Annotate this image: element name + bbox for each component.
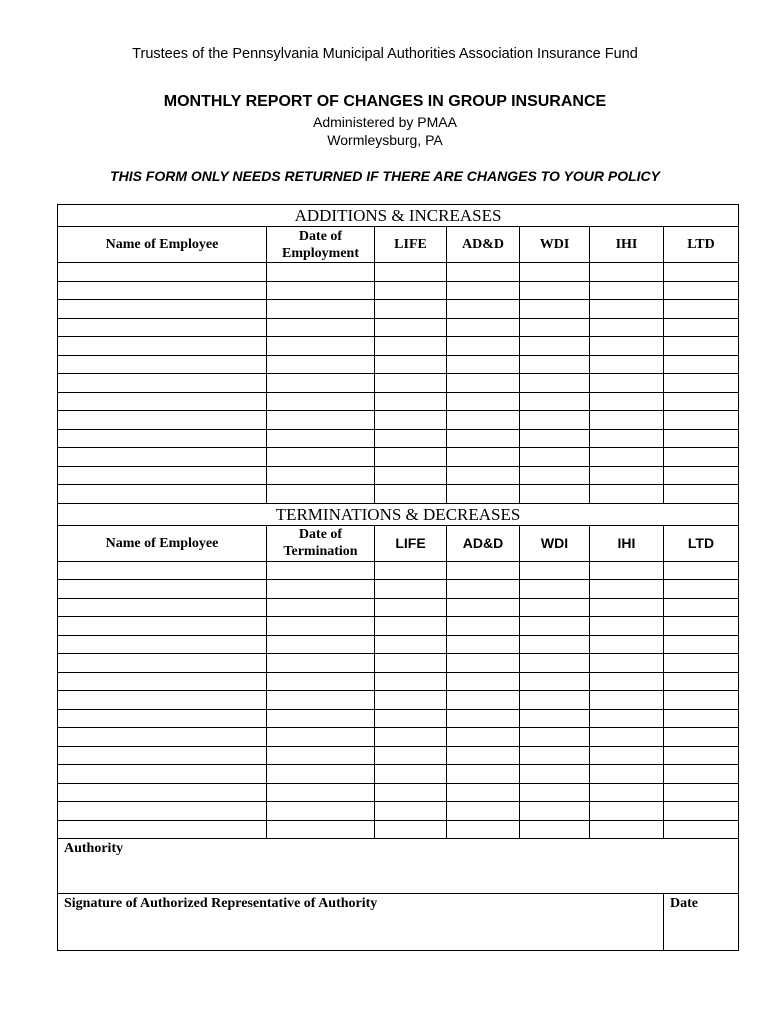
additions-ltd-cell[interactable] xyxy=(664,300,739,319)
additions-add-cell[interactable] xyxy=(447,466,520,485)
terminations-add-cell[interactable] xyxy=(447,598,520,617)
additions-wdi-cell[interactable] xyxy=(520,466,590,485)
terminations-add-cell[interactable] xyxy=(447,691,520,710)
terminations-life-cell[interactable] xyxy=(375,709,447,728)
additions-name-cell[interactable] xyxy=(58,392,267,411)
terminations-name-cell[interactable] xyxy=(58,691,267,710)
additions-ltd-cell[interactable] xyxy=(664,485,739,504)
terminations-ltd-cell[interactable] xyxy=(664,598,739,617)
terminations-life-cell[interactable] xyxy=(375,635,447,654)
terminations-name-cell[interactable] xyxy=(58,709,267,728)
terminations-ihi-cell[interactable] xyxy=(590,580,664,599)
terminations-add-cell[interactable] xyxy=(447,783,520,802)
date-label: Date xyxy=(670,896,698,911)
additions-ltd-cell[interactable] xyxy=(664,337,739,356)
additions-name-cell[interactable] xyxy=(58,337,267,356)
terminations-ltd-cell[interactable] xyxy=(664,709,739,728)
terminations-col-ltd: LTD xyxy=(664,525,739,561)
additions-date-cell[interactable] xyxy=(267,300,375,319)
terminations-date-cell[interactable] xyxy=(267,820,375,839)
additions-life-cell[interactable] xyxy=(375,337,447,356)
terminations-date-cell[interactable] xyxy=(267,635,375,654)
terminations-wdi-cell[interactable] xyxy=(520,691,590,710)
terminations-wdi-cell[interactable] xyxy=(520,561,590,580)
additions-life-cell[interactable] xyxy=(375,485,447,504)
additions-name-cell[interactable] xyxy=(58,318,267,337)
terminations-name-cell[interactable] xyxy=(58,580,267,599)
additions-ltd-cell[interactable] xyxy=(664,448,739,467)
terminations-entry-row xyxy=(58,802,739,821)
terminations-entry-row xyxy=(58,765,739,784)
terminations-ihi-cell[interactable] xyxy=(590,672,664,691)
terminations-ihi-cell[interactable] xyxy=(590,746,664,765)
additions-entry-row xyxy=(58,466,739,485)
terminations-entry-row xyxy=(58,709,739,728)
terminations-date-cell[interactable] xyxy=(267,672,375,691)
terminations-entry-row xyxy=(58,654,739,673)
additions-header-row xyxy=(58,227,739,263)
terminations-add-cell[interactable] xyxy=(447,709,520,728)
additions-entry-row xyxy=(58,263,739,282)
terminations-ltd-cell[interactable] xyxy=(664,617,739,636)
additions-ltd-cell[interactable] xyxy=(664,411,739,430)
additions-life-cell[interactable] xyxy=(375,466,447,485)
terminations-ltd-cell[interactable] xyxy=(664,820,739,839)
terminations-life-cell[interactable] xyxy=(375,691,447,710)
additions-col-ltd: LTD xyxy=(664,227,739,263)
additions-ihi-cell[interactable] xyxy=(590,300,664,319)
terminations-name-cell[interactable] xyxy=(58,728,267,747)
terminations-ihi-cell[interactable] xyxy=(590,709,664,728)
terminations-col-wdi: WDI xyxy=(520,525,590,561)
additions-life-cell[interactable] xyxy=(375,355,447,374)
terminations-wdi-cell[interactable] xyxy=(520,728,590,747)
terminations-life-cell[interactable] xyxy=(375,746,447,765)
additions-ltd-cell[interactable] xyxy=(664,318,739,337)
terminations-wdi-cell[interactable] xyxy=(520,802,590,821)
additions-wdi-cell[interactable] xyxy=(520,429,590,448)
additions-ihi-cell[interactable] xyxy=(590,355,664,374)
additions-section-title: ADDITIONS & INCREASES xyxy=(58,205,739,227)
additions-name-cell[interactable] xyxy=(58,300,267,319)
terminations-add-cell[interactable] xyxy=(447,746,520,765)
additions-entry-row xyxy=(58,318,739,337)
terminations-wdi-cell[interactable] xyxy=(520,709,590,728)
signature-row xyxy=(58,894,739,951)
terminations-col-date-line2: Termination xyxy=(283,544,358,559)
signature-field[interactable] xyxy=(58,894,664,951)
signature-label: Signature of Authorized Representative of Authority xyxy=(64,896,378,911)
terminations-ihi-cell[interactable] xyxy=(590,820,664,839)
additions-ihi-cell[interactable] xyxy=(590,337,664,356)
terminations-date-cell[interactable] xyxy=(267,709,375,728)
additions-wdi-cell[interactable] xyxy=(520,374,590,393)
terminations-life-cell[interactable] xyxy=(375,598,447,617)
additions-name-cell[interactable] xyxy=(58,429,267,448)
terminations-life-cell[interactable] xyxy=(375,820,447,839)
terminations-entry-row xyxy=(58,820,739,839)
terminations-entry-row xyxy=(58,598,739,617)
terminations-ltd-cell[interactable] xyxy=(664,746,739,765)
additions-add-cell[interactable] xyxy=(447,374,520,393)
terminations-ihi-cell[interactable] xyxy=(590,728,664,747)
terminations-name-cell[interactable] xyxy=(58,654,267,673)
additions-name-cell[interactable] xyxy=(58,466,267,485)
terminations-col-add: AD&D xyxy=(447,525,520,561)
additions-ltd-cell[interactable] xyxy=(664,355,739,374)
additions-wdi-cell[interactable] xyxy=(520,337,590,356)
terminations-life-cell[interactable] xyxy=(375,728,447,747)
terminations-date-cell[interactable] xyxy=(267,561,375,580)
terminations-col-ihi: IHI xyxy=(590,525,664,561)
additions-ltd-cell[interactable] xyxy=(664,374,739,393)
additions-section-row xyxy=(58,205,739,227)
form-title: MONTHLY REPORT OF CHANGES IN GROUP INSURANCE xyxy=(163,93,607,110)
additions-date-cell[interactable] xyxy=(267,392,375,411)
additions-date-cell[interactable] xyxy=(267,337,375,356)
additions-add-cell[interactable] xyxy=(447,263,520,282)
terminations-name-cell[interactable] xyxy=(58,598,267,617)
terminations-ihi-cell[interactable] xyxy=(590,765,664,784)
terminations-col-life: LIFE xyxy=(375,525,447,561)
terminations-ihi-cell[interactable] xyxy=(590,783,664,802)
additions-entry-row xyxy=(58,300,739,319)
terminations-life-cell[interactable] xyxy=(375,802,447,821)
terminations-col-name: Name of Employee xyxy=(58,525,267,561)
terminations-ltd-cell[interactable] xyxy=(664,691,739,710)
additions-col-add: AD&D xyxy=(447,227,520,263)
terminations-name-cell[interactable] xyxy=(58,820,267,839)
terminations-ihi-cell[interactable] xyxy=(590,598,664,617)
additions-date-cell[interactable] xyxy=(267,466,375,485)
notice: THIS FORM ONLY NEEDS RETURNED IF THERE ARE CHANGES TO YOUR POLICY xyxy=(110,168,660,184)
additions-add-cell[interactable] xyxy=(447,355,520,374)
additions-name-cell[interactable] xyxy=(58,355,267,374)
terminations-name-cell[interactable] xyxy=(58,802,267,821)
terminations-entry-row xyxy=(58,783,739,802)
additions-ltd-cell[interactable] xyxy=(664,392,739,411)
additions-date-cell[interactable] xyxy=(267,448,375,467)
terminations-ihi-cell[interactable] xyxy=(590,561,664,580)
additions-ltd-cell[interactable] xyxy=(664,466,739,485)
additions-ihi-cell[interactable] xyxy=(590,485,664,504)
additions-wdi-cell[interactable] xyxy=(520,411,590,430)
additions-life-cell[interactable] xyxy=(375,263,447,282)
additions-name-cell[interactable] xyxy=(58,485,267,504)
additions-col-date-line1: Date of xyxy=(298,228,343,244)
additions-ltd-cell[interactable] xyxy=(664,429,739,448)
terminations-ihi-cell[interactable] xyxy=(590,802,664,821)
additions-date-cell[interactable] xyxy=(267,318,375,337)
additions-add-cell[interactable] xyxy=(447,337,520,356)
terminations-entry-row xyxy=(58,691,739,710)
terminations-wdi-cell[interactable] xyxy=(520,635,590,654)
terminations-date-cell[interactable] xyxy=(267,746,375,765)
terminations-name-cell[interactable] xyxy=(58,635,267,654)
additions-name-cell[interactable] xyxy=(58,411,267,430)
terminations-ihi-cell[interactable] xyxy=(590,635,664,654)
terminations-ltd-cell[interactable] xyxy=(664,672,739,691)
terminations-ltd-cell[interactable] xyxy=(664,728,739,747)
additions-date-cell[interactable] xyxy=(267,263,375,282)
terminations-add-cell[interactable] xyxy=(447,654,520,673)
terminations-date-cell[interactable] xyxy=(267,765,375,784)
terminations-ltd-cell[interactable] xyxy=(664,635,739,654)
terminations-life-cell[interactable] xyxy=(375,654,447,673)
additions-entry-row xyxy=(58,281,739,300)
terminations-date-cell[interactable] xyxy=(267,783,375,802)
terminations-life-cell[interactable] xyxy=(375,580,447,599)
terminations-date-cell[interactable] xyxy=(267,654,375,673)
additions-date-cell[interactable] xyxy=(267,281,375,300)
terminations-life-cell[interactable] xyxy=(375,783,447,802)
additions-add-cell[interactable] xyxy=(447,411,520,430)
terminations-name-cell[interactable] xyxy=(58,783,267,802)
additions-name-cell[interactable] xyxy=(58,263,267,282)
terminations-ltd-cell[interactable] xyxy=(664,561,739,580)
additions-ihi-cell[interactable] xyxy=(590,411,664,430)
additions-entry-row xyxy=(58,485,739,504)
additions-add-cell[interactable] xyxy=(447,485,520,504)
terminations-add-cell[interactable] xyxy=(447,820,520,839)
additions-name-cell[interactable] xyxy=(58,374,267,393)
terminations-date-cell[interactable] xyxy=(267,598,375,617)
additions-life-cell[interactable] xyxy=(375,448,447,467)
terminations-entry-row xyxy=(58,580,739,599)
terminations-section-row xyxy=(58,503,739,525)
changes-form-table xyxy=(57,204,739,951)
additions-col-name: Name of Employee xyxy=(58,227,267,263)
additions-ihi-cell[interactable] xyxy=(590,281,664,300)
terminations-entry-row xyxy=(58,728,739,747)
additions-entry-row xyxy=(58,429,739,448)
terminations-col-date-line1: Date of xyxy=(298,527,343,542)
additions-col-wdi: WDI xyxy=(520,227,590,263)
terminations-wdi-cell[interactable] xyxy=(520,598,590,617)
additions-add-cell[interactable] xyxy=(447,281,520,300)
terminations-ltd-cell[interactable] xyxy=(664,654,739,673)
additions-add-cell[interactable] xyxy=(447,429,520,448)
terminations-name-cell[interactable] xyxy=(58,746,267,765)
additions-entry-row xyxy=(58,411,739,430)
terminations-life-cell[interactable] xyxy=(375,561,447,580)
additions-ltd-cell[interactable] xyxy=(664,263,739,282)
additions-entry-row xyxy=(58,337,739,356)
terminations-entry-row xyxy=(58,617,739,636)
terminations-wdi-cell[interactable] xyxy=(520,654,590,673)
additions-life-cell[interactable] xyxy=(375,392,447,411)
additions-ihi-cell[interactable] xyxy=(590,429,664,448)
additions-add-cell[interactable] xyxy=(447,392,520,411)
terminations-wdi-cell[interactable] xyxy=(520,783,590,802)
location: Wormleysburg, PA xyxy=(327,132,443,148)
additions-ltd-cell[interactable] xyxy=(664,281,739,300)
additions-add-cell[interactable] xyxy=(447,448,520,467)
terminations-add-cell[interactable] xyxy=(447,617,520,636)
additions-wdi-cell[interactable] xyxy=(520,318,590,337)
terminations-add-cell[interactable] xyxy=(447,561,520,580)
terminations-wdi-cell[interactable] xyxy=(520,617,590,636)
terminations-wdi-cell[interactable] xyxy=(520,765,590,784)
terminations-ihi-cell[interactable] xyxy=(590,617,664,636)
additions-ihi-cell[interactable] xyxy=(590,466,664,485)
additions-name-cell[interactable] xyxy=(58,281,267,300)
terminations-add-cell[interactable] xyxy=(447,672,520,691)
additions-entry-row xyxy=(58,448,739,467)
terminations-add-cell[interactable] xyxy=(447,580,520,599)
additions-entry-row xyxy=(58,392,739,411)
terminations-life-cell[interactable] xyxy=(375,617,447,636)
additions-life-cell[interactable] xyxy=(375,411,447,430)
additions-ihi-cell[interactable] xyxy=(590,448,664,467)
additions-life-cell[interactable] xyxy=(375,300,447,319)
terminations-ihi-cell[interactable] xyxy=(590,654,664,673)
additions-life-cell[interactable] xyxy=(375,281,447,300)
additions-wdi-cell[interactable] xyxy=(520,300,590,319)
terminations-wdi-cell[interactable] xyxy=(520,580,590,599)
terminations-name-cell[interactable] xyxy=(58,765,267,784)
terminations-life-cell[interactable] xyxy=(375,672,447,691)
terminations-add-cell[interactable] xyxy=(447,728,520,747)
authority-label: Authority xyxy=(64,841,124,856)
additions-date-cell[interactable] xyxy=(267,411,375,430)
terminations-entry-row xyxy=(58,561,739,580)
terminations-section-title: TERMINATIONS & DECREASES xyxy=(58,503,739,525)
terminations-col-date xyxy=(267,525,375,561)
terminations-ltd-cell[interactable] xyxy=(664,802,739,821)
additions-life-cell[interactable] xyxy=(375,318,447,337)
terminations-header-row xyxy=(58,525,739,561)
authority-field[interactable] xyxy=(58,839,739,894)
terminations-date-cell[interactable] xyxy=(267,691,375,710)
additions-add-cell[interactable] xyxy=(447,300,520,319)
additions-wdi-cell[interactable] xyxy=(520,281,590,300)
additions-wdi-cell[interactable] xyxy=(520,448,590,467)
terminations-ihi-cell[interactable] xyxy=(590,691,664,710)
additions-date-cell[interactable] xyxy=(267,374,375,393)
fund-name: Trustees of the Pennsylvania Municipal Authorities Association Insurance Fund xyxy=(132,46,638,62)
additions-add-cell[interactable] xyxy=(447,318,520,337)
terminations-add-cell[interactable] xyxy=(447,802,520,821)
additions-wdi-cell[interactable] xyxy=(520,263,590,282)
date-field[interactable] xyxy=(664,894,739,951)
additions-ihi-cell[interactable] xyxy=(590,392,664,411)
terminations-date-cell[interactable] xyxy=(267,802,375,821)
additions-date-cell[interactable] xyxy=(267,485,375,504)
additions-date-cell[interactable] xyxy=(267,429,375,448)
additions-ihi-cell[interactable] xyxy=(590,318,664,337)
terminations-entry-row xyxy=(58,672,739,691)
additions-entry-row xyxy=(58,374,739,393)
additions-life-cell[interactable] xyxy=(375,374,447,393)
additions-wdi-cell[interactable] xyxy=(520,392,590,411)
terminations-name-cell[interactable] xyxy=(58,561,267,580)
terminations-date-cell[interactable] xyxy=(267,728,375,747)
additions-ihi-cell[interactable] xyxy=(590,374,664,393)
terminations-wdi-cell[interactable] xyxy=(520,746,590,765)
terminations-add-cell[interactable] xyxy=(447,765,520,784)
administered-by: Administered by PMAA xyxy=(313,114,457,130)
terminations-wdi-cell[interactable] xyxy=(520,672,590,691)
terminations-wdi-cell[interactable] xyxy=(520,820,590,839)
terminations-life-cell[interactable] xyxy=(375,765,447,784)
terminations-entry-row xyxy=(58,635,739,654)
additions-col-date xyxy=(267,227,375,263)
terminations-ltd-cell[interactable] xyxy=(664,580,739,599)
authority-row xyxy=(58,839,739,894)
terminations-date-cell[interactable] xyxy=(267,580,375,599)
additions-life-cell[interactable] xyxy=(375,429,447,448)
additions-wdi-cell[interactable] xyxy=(520,355,590,374)
terminations-name-cell[interactable] xyxy=(58,672,267,691)
terminations-name-cell[interactable] xyxy=(58,617,267,636)
additions-wdi-cell[interactable] xyxy=(520,485,590,504)
additions-name-cell[interactable] xyxy=(58,448,267,467)
additions-date-cell[interactable] xyxy=(267,355,375,374)
additions-col-date-line2: Employment xyxy=(282,245,359,261)
additions-col-ihi: IHI xyxy=(590,227,664,263)
additions-col-life: LIFE xyxy=(375,227,447,263)
additions-ihi-cell[interactable] xyxy=(590,263,664,282)
terminations-entry-row xyxy=(58,746,739,765)
terminations-date-cell[interactable] xyxy=(267,617,375,636)
additions-entry-row xyxy=(58,355,739,374)
terminations-add-cell[interactable] xyxy=(447,635,520,654)
terminations-ltd-cell[interactable] xyxy=(664,783,739,802)
terminations-ltd-cell[interactable] xyxy=(664,765,739,784)
